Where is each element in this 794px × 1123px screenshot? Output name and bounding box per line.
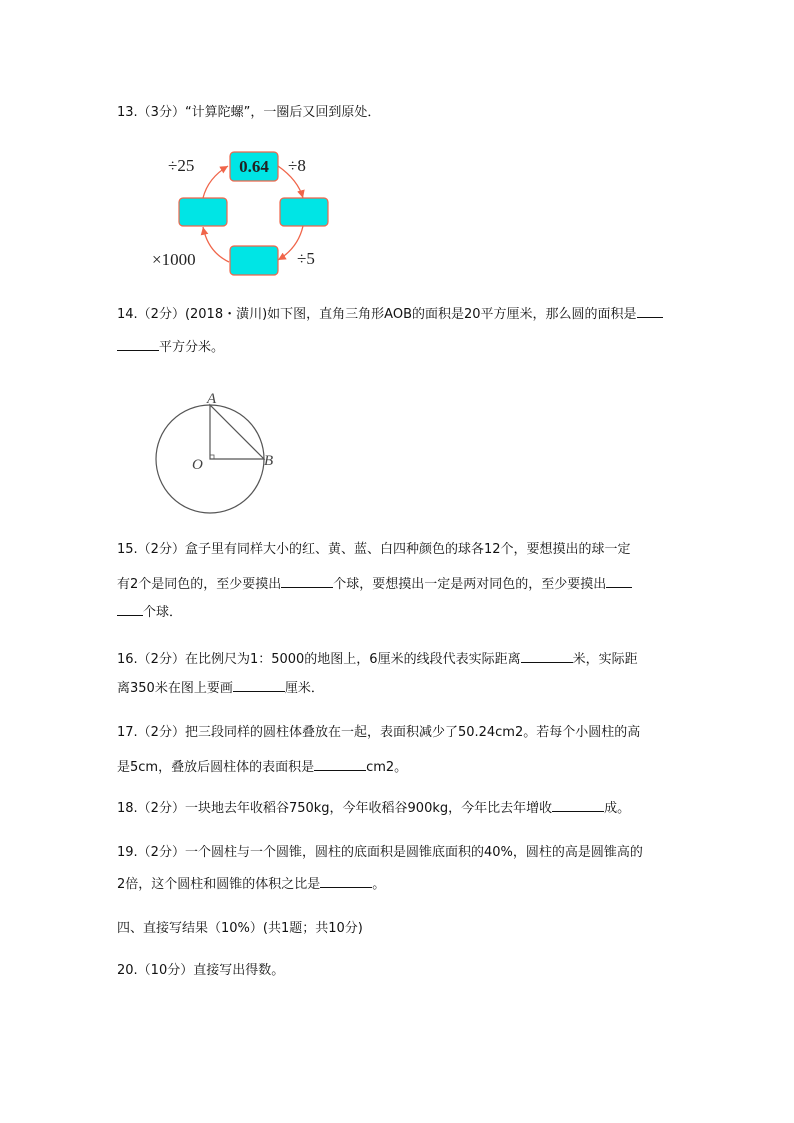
answer-blank[interactable] [637, 305, 663, 318]
question-17-line1: 17.（2分）把三段同样的圆柱体叠放在一起，表面积减少了50.24cm2。若每个小圆柱的高 [117, 725, 641, 740]
question-14-line1 [117, 305, 663, 324]
q19-text: 。 [372, 877, 386, 892]
label-b: B [264, 453, 274, 469]
q16-text: 16.（2分）在比例尺为1：5000的地图上，6厘米的线段代表实际距离 [117, 652, 521, 667]
question-15-line3 [117, 603, 182, 622]
q15-text: 个球，要想摸出一定是两对同色的，至少要摸出 [333, 577, 607, 592]
op-top-right: ÷8 [288, 156, 306, 175]
q15-text: 个球． [143, 605, 183, 620]
box-left [179, 198, 227, 226]
arrow-icon [203, 166, 228, 198]
q16-text: 米，实际距 [572, 652, 638, 667]
op-bottom-left: ×1000 [152, 250, 196, 269]
q15-text: 有2个是同色的，至少要摸出 [117, 577, 282, 592]
q14-text: 14.（2分）(2018・潢川)如下图，直角三角形AOB的面积是20平方厘米，那么圆的面积是 [117, 307, 637, 322]
op-bottom-right: ÷5 [297, 249, 315, 268]
q18-text: 成。 [604, 801, 631, 816]
label-a: A [207, 391, 217, 407]
question-16-line1 [117, 650, 638, 669]
question-18 [117, 799, 630, 818]
answer-blank[interactable] [606, 575, 632, 588]
q17-text: 是5cm，叠放后圆柱体的表面积是 [117, 760, 315, 775]
question-13: 13.（3分）“计算陀螺”，一圈后又回到原处． [117, 105, 381, 120]
section-4-heading: 四、直接写结果（10%）(共1题；共10分) [117, 921, 363, 936]
box-bottom [230, 246, 278, 275]
answer-blank[interactable] [320, 875, 372, 888]
question-17-line2 [117, 758, 407, 777]
question-15-line1: 15.（2分）盒子里有同样大小的红、黄、蓝、白四种颜色的球各12个，要想摸出的球一定 [117, 542, 631, 557]
answer-blank[interactable] [117, 338, 159, 351]
box-right [280, 198, 328, 226]
calc-spinner-diagram [140, 140, 340, 285]
answer-blank[interactable] [552, 799, 604, 812]
circle-triangle-figure [150, 385, 290, 515]
question-20: 20.（10分）直接写出得数。 [117, 963, 285, 978]
start-value: 0.64 [239, 157, 269, 176]
q17-text: cm2。 [366, 760, 408, 775]
question-14-line2 [117, 338, 224, 357]
q18-text: 18.（2分）一块地去年收稻谷750kg，今年收稻谷900kg，今年比去年增收 [117, 801, 553, 816]
arrow-icon [203, 227, 229, 262]
q16-text: 厘米． [284, 681, 324, 696]
op-top-left: ÷25 [168, 156, 195, 175]
question-19-line2 [117, 875, 385, 894]
label-o: O [192, 457, 203, 473]
answer-blank[interactable] [233, 679, 285, 692]
answer-blank[interactable] [281, 575, 333, 588]
question-15-line2 [117, 575, 632, 594]
question-16-line2 [117, 679, 324, 698]
answer-blank[interactable] [314, 758, 366, 771]
question-19-line1: 19.（2分）一个圆柱与一个圆锥，圆柱的底面积是圆锥底面积的40%，圆柱的高是圆锥高的 [117, 845, 643, 860]
q19-text: 2倍，这个圆柱和圆锥的体积之比是 [117, 877, 321, 892]
answer-blank[interactable] [117, 603, 143, 616]
q16-text: 离350米在图上要画 [117, 681, 233, 696]
q14-text: 平方分米。 [159, 340, 225, 355]
answer-blank[interactable] [521, 650, 573, 663]
